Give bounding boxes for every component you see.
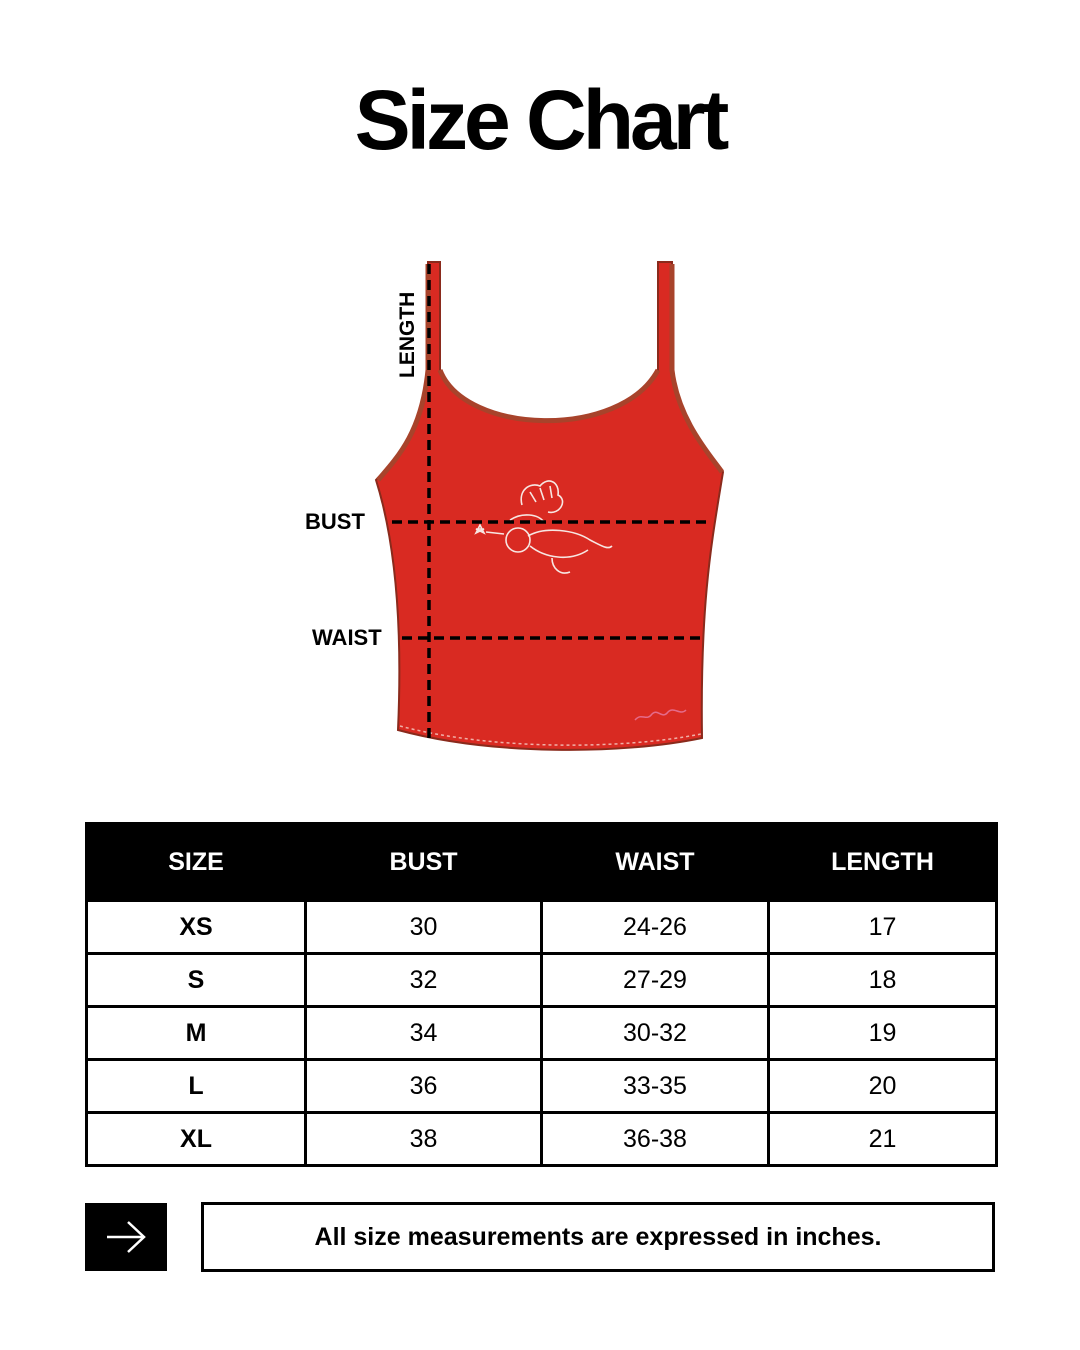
bust-label: BUST — [305, 509, 365, 534]
header-length: LENGTH — [769, 824, 997, 901]
table-header-row — [87, 824, 997, 901]
measurement-note — [201, 1202, 995, 1272]
header-size: SIZE — [87, 824, 306, 901]
waist-label: WAIST — [312, 625, 382, 650]
waist-cell: 33-35 — [542, 1060, 769, 1113]
bust-cell: 36 — [306, 1060, 542, 1113]
bust-cell: 30 — [306, 901, 542, 954]
size-cell: XL — [87, 1113, 306, 1166]
table-row — [87, 1060, 997, 1113]
waist-cell: 36-38 — [542, 1113, 769, 1166]
waist-cell: 30-32 — [542, 1007, 769, 1060]
length-cell: 17 — [769, 901, 997, 954]
length-cell: 20 — [769, 1060, 997, 1113]
measurement-note-text: All size measurements are expressed in inches. — [314, 1222, 882, 1251]
table-row — [87, 1113, 997, 1166]
length-label: LENGTH — [396, 291, 419, 378]
length-cell: 19 — [769, 1007, 997, 1060]
header-waist: WAIST — [542, 824, 769, 901]
length-cell: 18 — [769, 954, 997, 1007]
table-row — [87, 1007, 997, 1060]
arrow-right-icon — [104, 1219, 148, 1255]
bust-cell: 34 — [306, 1007, 542, 1060]
size-cell: S — [87, 954, 306, 1007]
header-bust: BUST — [306, 824, 542, 901]
page-title: Size Chart — [354, 73, 726, 167]
table-row — [87, 954, 997, 1007]
arrow-badge — [85, 1203, 167, 1271]
waist-cell: 27-29 — [542, 954, 769, 1007]
size-cell: XS — [87, 901, 306, 954]
length-cell: 21 — [769, 1113, 997, 1166]
table-row — [87, 901, 997, 954]
bust-cell: 32 — [306, 954, 542, 1007]
waist-cell: 24-26 — [542, 901, 769, 954]
bust-cell: 38 — [306, 1113, 542, 1166]
size-cell: M — [87, 1007, 306, 1060]
size-cell: L — [87, 1060, 306, 1113]
size-table — [85, 822, 998, 1167]
